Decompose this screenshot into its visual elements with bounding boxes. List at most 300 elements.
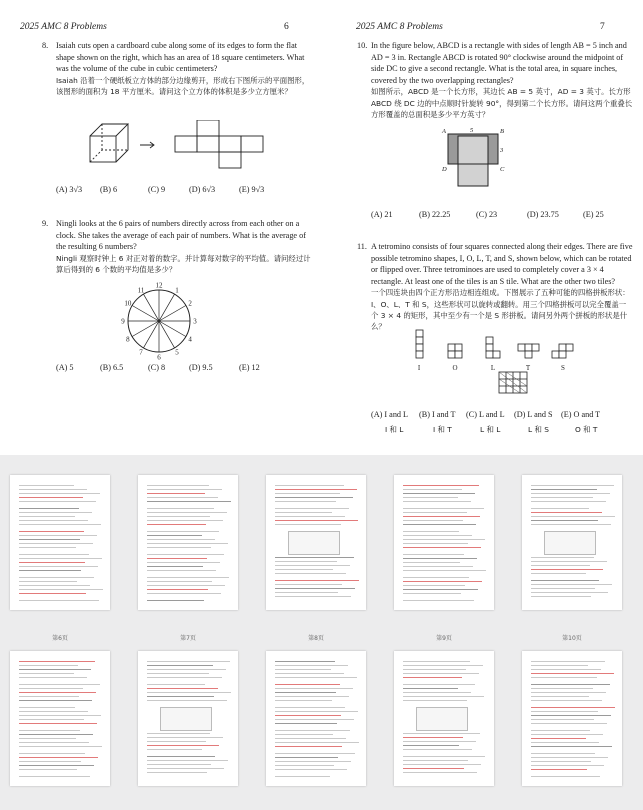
- thumbnail-text-line: [531, 757, 608, 758]
- thumbnail-text-line: [19, 673, 74, 674]
- thumbnail-text-line: [19, 543, 93, 544]
- thumbnail-figure: [544, 531, 596, 555]
- thumbnail-text-line: [19, 677, 87, 678]
- option-b-zh: I 和 T: [433, 425, 452, 434]
- thumbnail-text-line: [147, 700, 227, 701]
- thumbnail-text-line: [19, 711, 88, 712]
- thumbnail-text-line: [19, 554, 89, 555]
- thumbnail-caption: 第6页: [52, 635, 68, 642]
- option-c[interactable]: (C) 23: [476, 210, 498, 219]
- thumbnail-text-line: [147, 485, 209, 486]
- thumbnail-text-line: [275, 715, 341, 716]
- problem-text-en: Ningli looks at the 6 pairs of numbers directly across from each other on a clock. She takes the average of each pair of numbers. What is the average of the resulting 6 numbers?: [56, 219, 306, 252]
- thumbnail-text-line: [275, 692, 336, 693]
- thumbnail-text-line: [275, 573, 346, 574]
- thumbnail-text-line: [147, 669, 226, 670]
- problem-text-en: A tetromino consists of four squares connected along their edges. There are five possible tetromino shapes, I, O, L, T, and S, shown below, which can be rotated or flipped over. Three tetrominoes are used to completely cover a 3 × 4 rectangle. At least one of the tiles is an S tile. What are the other two tiles?: [371, 242, 633, 286]
- thumbnail-text-line: [147, 493, 205, 494]
- thumbnail-text-line: [275, 485, 344, 486]
- option-d[interactable]: (D) L and S: [514, 410, 553, 419]
- thumbnail-text-line: [403, 577, 469, 578]
- thumbnail-text-line: [403, 700, 467, 701]
- thumbnail-text-line: [531, 512, 602, 513]
- thumbnail-text-line: [19, 669, 91, 670]
- problem-text-zh: 一个四连块由四个正方形沿边相连组成。下图展示了五种可能的四格拼板形状：I、O、L、T 和 S，这些形状可以旋转或翻转。用三个四格拼板可以完全覆盖一个 3 × 4 的矩形，其中至少有一个是 S 形拼板。请问另外两个拼板的形状是什么？: [371, 288, 630, 331]
- thumbnail-text-line: [275, 746, 342, 747]
- option-a-zh: I 和 L: [385, 425, 404, 434]
- thumbnail-text-line: [147, 539, 215, 540]
- thumbnail-text-line: [275, 489, 357, 490]
- clock-figure: [118, 280, 200, 362]
- thumbnail-text-line: [531, 669, 601, 670]
- thumbnail-text-line: [403, 485, 479, 486]
- thumbnail-text-line: [19, 585, 90, 586]
- thumbnail-text-line: [531, 584, 612, 585]
- label-c: C: [500, 166, 505, 173]
- clock-number: 12: [155, 281, 163, 290]
- thumbnail-text-line: [19, 723, 97, 724]
- thumbnail-text-line: [531, 573, 586, 574]
- thumbnail-text-line: [275, 561, 337, 562]
- option-b[interactable]: (B) I and T: [419, 410, 456, 419]
- thumbnail-text-line: [531, 508, 589, 509]
- thumbnail-figure: [288, 531, 340, 555]
- thumbnail-text-line: [19, 489, 87, 490]
- thumbnail-text-line: [19, 539, 80, 540]
- label-a: A: [442, 128, 446, 135]
- thumbnail-text-line: [19, 700, 92, 701]
- page-6: [0, 0, 321, 455]
- thumbnail-text-line: [275, 723, 337, 724]
- thumbnail-text-line: [19, 765, 94, 766]
- thumbnail-text-line: [275, 520, 358, 521]
- thumbnail-text-line: [531, 677, 597, 678]
- thumbnail-text-line: [19, 769, 77, 770]
- page-thumbnail[interactable]: [266, 651, 366, 786]
- thumbnail-text-line: [403, 570, 486, 571]
- option-a[interactable]: (A) 3√3: [56, 185, 83, 194]
- thumbnail-text-line: [403, 547, 481, 548]
- page-thumbnail[interactable]: [266, 475, 366, 610]
- page-number: 7: [600, 22, 605, 32]
- thumbnail-text-line: [147, 547, 211, 548]
- thumbnail-text-line: [403, 593, 461, 594]
- thumbnail-text-line: [531, 769, 587, 770]
- thumbnail-text-line: [147, 489, 222, 490]
- thumbnail-text-line: [19, 600, 99, 601]
- tetromino-figure: [406, 326, 606, 404]
- thumbnail-caption: 第9页: [436, 635, 452, 642]
- thumbnail-text-line: [147, 733, 210, 734]
- thumbnail-text-line: [403, 745, 459, 746]
- thumbnail-text-line: [403, 581, 482, 582]
- clock-number: 2: [188, 299, 192, 308]
- thumbnail-text-line: [275, 516, 345, 517]
- thumbnail-text-line: [275, 565, 350, 566]
- thumbnail-text-line: [147, 566, 203, 567]
- thumbnail-text-line: [531, 707, 615, 708]
- thumbnail-text-line: [531, 596, 591, 597]
- thumbnail-text-line: [403, 508, 484, 509]
- thumbnail-text-line: [147, 600, 204, 601]
- thumbnail-text-line: [403, 497, 458, 498]
- label-d: D: [442, 166, 447, 173]
- thumbnail-text-line: [275, 596, 351, 597]
- option-c[interactable]: (C) 8: [148, 363, 166, 372]
- clock-number: 4: [188, 335, 192, 344]
- thumbnail-text-line: [531, 696, 589, 697]
- problem-number: 10.: [357, 41, 368, 50]
- thumbnail-text-line: [19, 516, 75, 517]
- thumbnail-text-line: [275, 711, 358, 712]
- thumbnail-text-line: [403, 661, 470, 662]
- thumbnail-figure: [416, 707, 468, 731]
- thumbnail-text-line: [275, 497, 353, 498]
- thumbnail-text-line: [531, 730, 590, 731]
- thumbnail-text-line: [275, 673, 344, 674]
- option-a[interactable]: (A) 21: [371, 210, 393, 219]
- clock-number: 11: [137, 286, 145, 295]
- thumbnail-text-line: [19, 661, 95, 662]
- label-b: B: [500, 128, 504, 135]
- problem-text-zh: Isaiah 沿着一个硬纸板立方体的部分边缘剪开，形成右下图所示的平面图形，该图形的面积为 18 平方厘米。请问这个立方体的体积是多少立方厘米？: [56, 75, 310, 96]
- thumbnail-text-line: [531, 738, 586, 739]
- thumbnail-text-line: [275, 665, 348, 666]
- shape-label-l: L: [490, 364, 496, 372]
- thumbnail-text-line: [403, 539, 485, 540]
- thumbnail-text-line: [531, 715, 611, 716]
- shape-label-s: S: [561, 364, 565, 372]
- thumbnail-text-line: [19, 508, 79, 509]
- problem-number: 11.: [357, 242, 367, 251]
- thumbnail-text-line: [531, 485, 614, 486]
- thumbnail-text-line: [147, 665, 213, 666]
- thumbnail-text-line: [147, 677, 222, 678]
- problem-text-zh: 如图所示，ABCD 是一个长方形，其边长 AB = 5 英寸，AD = 3 英寸。长方形 ABCD 绕 DC 边的中点顺时针旋转 90°，得到第二个长方形。请问这两个重叠长方形覆盖的总面积是多少平方英寸？: [371, 87, 633, 119]
- thumbnail-text-line: [403, 733, 480, 734]
- thumbnail-text-line: [531, 588, 595, 589]
- thumbnail-text-line: [19, 493, 100, 494]
- thumbnail-text-line: [403, 535, 472, 536]
- thumbnail-text-line: [275, 569, 333, 570]
- thumbnail-text-line: [19, 715, 101, 716]
- label-3: 3: [500, 147, 504, 154]
- page-thumbnail[interactable]: [522, 651, 622, 786]
- page-thumbnail[interactable]: [138, 475, 238, 610]
- thumbnail-text-line: [275, 753, 355, 754]
- thumbnail-text-line: [19, 692, 96, 693]
- problem-text-en: In the figure below, ABCD is a rectangle with sides of length AB = 5 inch and AD = 3 in. Rectangle ABCD is rotated 90° clockwise around the midpoint of side DC to give a second rectangle. What is the total area, in square inches, covered by the two overlapping rectangles?: [371, 41, 627, 85]
- thumbnail-text-line: [403, 493, 475, 494]
- thumbnail-text-line: [531, 569, 603, 570]
- thumbnail-text-line: [19, 501, 96, 502]
- clock-number: 10: [124, 299, 132, 308]
- thumbnail-text-line: [275, 557, 354, 558]
- thumbnail-text-line: [275, 669, 331, 670]
- thumbnail-text-line: [531, 723, 607, 724]
- thumbnail-text-line: [147, 570, 216, 571]
- thumbnail-text-line: [403, 558, 477, 559]
- thumbnail-text-line: [403, 520, 463, 521]
- thumbnail-text-line: [147, 749, 202, 750]
- thumbnail-text-line: [531, 501, 606, 502]
- thumbnail-text-line: [403, 589, 478, 590]
- thumbnail-text-line: [147, 688, 218, 689]
- thumbnail-text-line: [531, 493, 610, 494]
- option-e[interactable]: (E) O and T: [561, 410, 601, 419]
- thumbnail-text-line: [275, 765, 334, 766]
- thumbnail-text-line: [531, 688, 593, 689]
- thumbnail-text-line: [19, 535, 97, 536]
- thumbnail-text-line: [531, 489, 597, 490]
- shape-label-t: T: [525, 364, 531, 372]
- thumbnail-text-line: [403, 531, 459, 532]
- problem-11: [357, 241, 633, 332]
- thumbnail-text-line: [275, 592, 338, 593]
- thumbnail-text-line: [147, 661, 230, 662]
- thumbnail-text-line: [403, 669, 466, 670]
- option-b[interactable]: (B) 6: [100, 185, 118, 194]
- thumbnail-text-line: [19, 761, 81, 762]
- thumbnail-text-line: [531, 711, 598, 712]
- thumbnail-text-line: [403, 665, 483, 666]
- thumbnail-text-line: [147, 508, 214, 509]
- thumbnail-text-line: [275, 688, 353, 689]
- thumbnail-text-line: [147, 558, 207, 559]
- thumbnail-text-line: [147, 589, 208, 590]
- thumbnail-text-line: [403, 554, 464, 555]
- thumbnail-text-line: [531, 734, 603, 735]
- thumbnail-text-line: [403, 600, 474, 601]
- option-e[interactable]: (E) 9√3: [239, 185, 265, 194]
- thumbnail-text-line: [275, 700, 332, 701]
- thumbnail-text-line: [19, 577, 94, 578]
- thumbnail-text-line: [147, 524, 206, 525]
- problem-text-zh: Ningli 观察时钟上 6 对正对着的数字。并计算每对数字的平均值。请问经过计算后得到的 6 个数的平均值是多少？: [56, 253, 311, 274]
- cube-net-figure: [80, 120, 270, 172]
- thumbnail-text-line: [275, 677, 357, 678]
- thumbnail-text-line: [147, 581, 212, 582]
- thumbnail-text-line: [531, 742, 599, 743]
- thumbnail-text-line: [403, 737, 463, 738]
- thumbnail-text-line: [275, 707, 345, 708]
- thumbnail-text-line: [19, 665, 78, 666]
- thumbnail-text-line: [19, 719, 84, 720]
- thumbnail-text-line: [275, 696, 349, 697]
- thumbnail-text-line: [147, 516, 210, 517]
- thumbnail-text-line: [531, 765, 604, 766]
- option-d[interactable]: (D) 6√3: [189, 185, 216, 194]
- thumbnail-text-line: [275, 757, 338, 758]
- clock-number: 6: [157, 353, 161, 362]
- option-c-zh: L 和 L: [480, 425, 501, 434]
- thumbnail-text-line: [19, 581, 77, 582]
- thumbnail-text-line: [275, 719, 354, 720]
- rectangle-figure: [440, 124, 530, 196]
- thumbnail-text-line: [531, 692, 606, 693]
- thumbnail-text-line: [275, 512, 332, 513]
- thumbnail-text-line: [275, 776, 330, 777]
- thumbnail-text-line: [147, 593, 221, 594]
- option-d[interactable]: (D) 23.75: [527, 210, 559, 219]
- thumbnail-text-line: [275, 588, 355, 589]
- page-number: 6: [284, 22, 289, 32]
- thumbnail-text-line: [403, 566, 473, 567]
- thumbnail-text-line: [531, 520, 598, 521]
- thumbnail-text-line: [403, 741, 476, 742]
- option-c[interactable]: (C) 9: [148, 185, 166, 194]
- page-thumbnail[interactable]: [138, 651, 238, 786]
- thumbnail-text-line: [403, 543, 468, 544]
- thumbnail-text-line: [403, 501, 471, 502]
- thumbnail-text-line: [19, 696, 79, 697]
- thumbnail-text-line: [19, 684, 100, 685]
- option-b[interactable]: (B) 22.25: [419, 210, 451, 219]
- thumbnail-text-line: [275, 661, 335, 662]
- problem-text-en: Isaiah cuts open a cardboard cube along some of its edges to form the flat shape shown on the right, which has an area of 18 square centimeters. What was the volume of the cube in cubic centimeters?: [56, 41, 305, 74]
- thumbnail-text-line: [403, 677, 462, 678]
- thumbnail-text-line: [147, 764, 211, 765]
- thumbnail-text-line: [147, 543, 228, 544]
- thumbnail-text-line: [147, 512, 227, 513]
- page-thumbnail[interactable]: [10, 475, 110, 610]
- problem-10: [357, 40, 633, 120]
- thumbnail-text-line: [275, 501, 336, 502]
- thumbnail-text-line: [403, 489, 462, 490]
- thumbnail-text-line: [531, 580, 599, 581]
- option-b[interactable]: (B) 6.5: [100, 363, 124, 372]
- thumbnail-text-line: [403, 512, 467, 513]
- label-5: 5: [470, 127, 474, 134]
- thumbnail-text-line: [403, 516, 480, 517]
- thumbnail-text-line: [147, 696, 214, 697]
- thumbnail-text-line: [531, 524, 611, 525]
- thumbnail-text-line: [147, 577, 229, 578]
- thumbnail-text-line: [19, 570, 81, 571]
- thumbnail-text-line: [19, 512, 92, 513]
- option-e-zh: O 和 T: [575, 425, 598, 434]
- thumbnail-text-line: [275, 493, 340, 494]
- thumbnail-text-line: [531, 753, 595, 754]
- thumbnail-text-line: [147, 737, 223, 738]
- page-7: [322, 0, 643, 455]
- thumbnail-text-line: [19, 776, 90, 777]
- thumbnail-text-line: [275, 742, 359, 743]
- thumbnail-text-line: [531, 746, 612, 747]
- page-thumbnail[interactable]: [522, 475, 622, 610]
- thumbnail-text-line: [531, 561, 607, 562]
- thumbnail-text-line: [147, 768, 224, 769]
- thumbnail-text-line: [147, 673, 209, 674]
- thumbnail-text-line: [275, 730, 350, 731]
- shape-label-o: O: [452, 364, 458, 372]
- thumbnail-text-line: [531, 497, 593, 498]
- thumbnail-text-line: [403, 524, 476, 525]
- page-thumbnail[interactable]: [10, 651, 110, 786]
- thumbnail-text-line: [275, 734, 333, 735]
- thumbnail-text-line: [531, 700, 602, 701]
- page-thumbnail[interactable]: [394, 651, 494, 786]
- thumbnail-text-line: [19, 730, 80, 731]
- thumbnail-text-line: [531, 516, 615, 517]
- thumbnail-text-line: [147, 741, 206, 742]
- shape-label-i: I: [417, 364, 421, 372]
- thumbnail-caption: 第8页: [308, 635, 324, 642]
- clock-number: 5: [175, 348, 179, 357]
- thumbnail-text-line: [403, 692, 471, 693]
- thumbnail-text-line: [403, 760, 468, 761]
- thumbnail-text-line: [275, 524, 341, 525]
- thumbnail-text-line: [19, 734, 93, 735]
- thumbnail-text-line: [275, 738, 346, 739]
- thumbnail-text-line: [19, 753, 85, 754]
- thumbnail-text-line: [19, 558, 102, 559]
- option-c[interactable]: (C) L and L: [466, 410, 505, 419]
- option-e[interactable]: (E) 25: [583, 210, 604, 219]
- thumbnail-text-line: [19, 524, 101, 525]
- clock-number: 1: [175, 286, 179, 295]
- thumbnail-text-line: [403, 562, 460, 563]
- page-header: 2025 AMC 8 Problems: [20, 22, 107, 32]
- option-d-zh: L 和 S: [528, 425, 549, 434]
- thumbnail-text-line: [147, 562, 220, 563]
- thumbnail-text-line: [19, 746, 102, 747]
- thumbnail-text-line: [19, 566, 98, 567]
- thumbnail-text-line: [403, 585, 465, 586]
- thumbnail-text-line: [403, 673, 479, 674]
- thumbnail-text-line: [531, 665, 588, 666]
- thumbnail-figure: [160, 707, 212, 731]
- thumbnail-text-line: [147, 772, 207, 773]
- thumbnail-text-line: [19, 688, 83, 689]
- thumbnail-text-line: [19, 497, 83, 498]
- thumbnail-text-line: [19, 738, 76, 739]
- thumbnail-text-line: [531, 776, 600, 777]
- thumbnail-text-line: [19, 593, 86, 594]
- thumbnail-text-line: [147, 535, 202, 536]
- option-a[interactable]: (A) 5: [56, 363, 74, 372]
- thumbnail-text-line: [403, 696, 484, 697]
- clock-number: 3: [193, 317, 197, 326]
- thumbnail-text-line: [147, 760, 228, 761]
- thumbnail-text-line: [275, 684, 340, 685]
- thumbnail-text-line: [403, 772, 477, 773]
- clock-number: 7: [139, 348, 143, 357]
- option-e[interactable]: (E) 12: [239, 363, 260, 372]
- thumbnail-text-line: [275, 761, 351, 762]
- thumbnail-text-line: [403, 688, 458, 689]
- thumbnail-text-line: [275, 508, 349, 509]
- thumbnail-caption: 第10页: [562, 635, 582, 642]
- thumbnail-text-line: [275, 584, 342, 585]
- thumbnail-text-line: [531, 557, 594, 558]
- thumbnail-text-line: [275, 769, 347, 770]
- thumbnail-text-line: [531, 661, 605, 662]
- thumbnail-text-line: [531, 719, 594, 720]
- thumbnail-text-line: [19, 520, 88, 521]
- clock-number: 9: [121, 317, 125, 326]
- page-thumbnail[interactable]: [394, 475, 494, 610]
- thumbnail-text-line: [531, 565, 590, 566]
- thumbnail-text-line: [147, 501, 231, 502]
- option-a[interactable]: (A) I and L: [371, 410, 409, 419]
- thumbnail-text-line: [147, 520, 223, 521]
- problem-number: 9.: [42, 219, 49, 228]
- thumbnail-text-line: [403, 684, 475, 685]
- option-d[interactable]: (D) 9.5: [189, 363, 213, 372]
- thumbnail-text-line: [403, 749, 472, 750]
- thumbnail-text-line: [147, 692, 231, 693]
